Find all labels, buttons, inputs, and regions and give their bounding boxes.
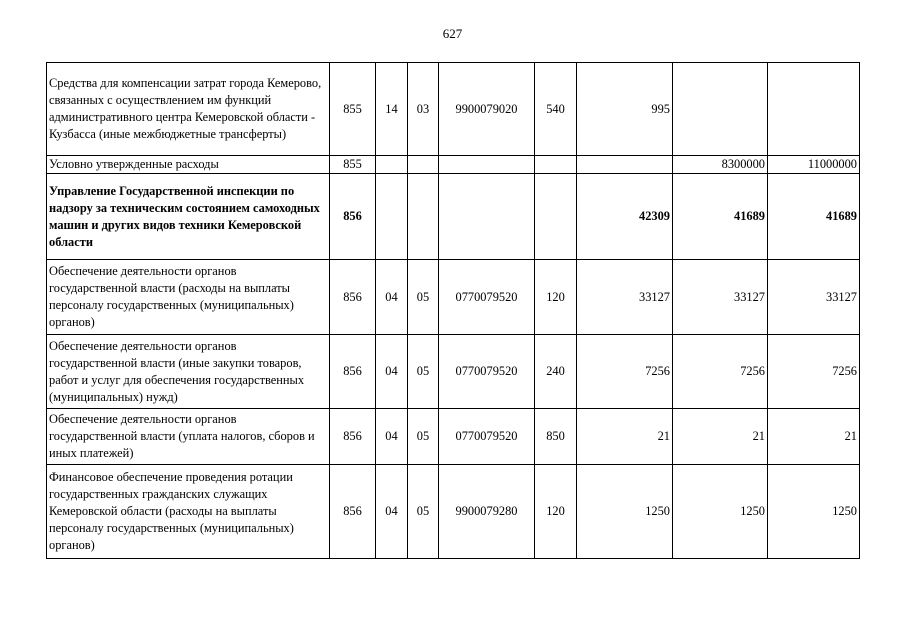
table-row <box>47 174 860 260</box>
subsection-code-cell: 05 <box>408 465 439 559</box>
section-code-cell: 04 <box>376 260 408 335</box>
subsection-code-cell: 05 <box>408 335 439 409</box>
target-article-cell <box>439 156 535 174</box>
amount-2-cell <box>673 63 768 156</box>
budget-table <box>46 62 860 559</box>
amount-3-cell: 21 <box>768 409 860 465</box>
amount-2-cell: 21 <box>673 409 768 465</box>
subsection-code-cell <box>408 174 439 260</box>
target-article-cell: 9900079280 <box>439 465 535 559</box>
table-row <box>47 63 860 156</box>
table-row <box>47 409 860 465</box>
expense-type-cell: 540 <box>535 63 577 156</box>
row-name-cell: Финансовое обеспечение проведения ротации государственных гражданских служащих Кемеровской области (расходы на выплаты персоналу государственных (муниципальных) органов) <box>47 465 330 559</box>
expense-type-cell <box>535 156 577 174</box>
amount-3-cell <box>768 63 860 156</box>
target-article-cell: 0770079520 <box>439 409 535 465</box>
amount-2-cell: 33127 <box>673 260 768 335</box>
amount-2-cell: 41689 <box>673 174 768 260</box>
subsection-code-cell: 03 <box>408 63 439 156</box>
ministry-code-cell: 856 <box>330 174 376 260</box>
amount-2-cell: 7256 <box>673 335 768 409</box>
target-article-cell: 0770079520 <box>439 335 535 409</box>
amount-3-cell: 11000000 <box>768 156 860 174</box>
expense-type-cell: 850 <box>535 409 577 465</box>
expense-type-cell <box>535 174 577 260</box>
row-name-cell: Условно утвержденные расходы <box>47 156 330 174</box>
table-row <box>47 335 860 409</box>
ministry-code-cell: 856 <box>330 260 376 335</box>
section-code-cell: 14 <box>376 63 408 156</box>
section-code-cell <box>376 174 408 260</box>
section-code-cell: 04 <box>376 409 408 465</box>
amount-1-cell: 1250 <box>577 465 673 559</box>
table-row <box>47 156 860 174</box>
amount-3-cell: 33127 <box>768 260 860 335</box>
subsection-code-cell: 05 <box>408 409 439 465</box>
table-row <box>47 465 860 559</box>
amount-1-cell: 42309 <box>577 174 673 260</box>
amount-2-cell: 1250 <box>673 465 768 559</box>
target-article-cell <box>439 174 535 260</box>
ministry-code-cell: 855 <box>330 63 376 156</box>
amount-3-cell: 1250 <box>768 465 860 559</box>
subsection-code-cell: 05 <box>408 260 439 335</box>
amount-3-cell: 7256 <box>768 335 860 409</box>
page-number: 627 <box>442 26 463 41</box>
row-name-cell: Обеспечение деятельности органов государственной власти (иные закупки товаров, работ и услуг для обеспечения государственных (муниципальных) нужд) <box>47 335 330 409</box>
ministry-code-cell: 855 <box>330 156 376 174</box>
section-code-cell <box>376 156 408 174</box>
row-name-cell: Обеспечение деятельности органов государственной власти (расходы на выплаты персоналу государственных (муниципальных) органов) <box>47 260 330 335</box>
target-article-cell: 0770079520 <box>439 260 535 335</box>
row-name-cell: Обеспечение деятельности органов государственной власти (уплата налогов, сборов и иных платежей) <box>47 409 330 465</box>
row-name-cell: Средства для компенсации затрат города Кемерово, связанных с осуществлением им функций административного центра Кемеровской области - Кузбасса (иные межбюджетные трансферты) <box>47 63 330 156</box>
expense-type-cell: 240 <box>535 335 577 409</box>
amount-3-cell: 41689 <box>768 174 860 260</box>
expense-type-cell: 120 <box>535 465 577 559</box>
ministry-code-cell: 856 <box>330 465 376 559</box>
amount-1-cell: 7256 <box>577 335 673 409</box>
table-body <box>47 63 860 559</box>
row-name-cell: Управление Государственной инспекции по надзору за техническим состоянием самоходных машин и других видов техники Кемеровской области <box>47 174 330 260</box>
target-article-cell: 9900079020 <box>439 63 535 156</box>
section-code-cell: 04 <box>376 465 408 559</box>
amount-2-cell: 8300000 <box>673 156 768 174</box>
section-code-cell: 04 <box>376 335 408 409</box>
ministry-code-cell: 856 <box>330 335 376 409</box>
table-row <box>47 260 860 335</box>
amount-1-cell: 995 <box>577 63 673 156</box>
expense-type-cell: 120 <box>535 260 577 335</box>
subsection-code-cell <box>408 156 439 174</box>
ministry-code-cell: 856 <box>330 409 376 465</box>
amount-1-cell <box>577 156 673 174</box>
amount-1-cell: 33127 <box>577 260 673 335</box>
amount-1-cell: 21 <box>577 409 673 465</box>
